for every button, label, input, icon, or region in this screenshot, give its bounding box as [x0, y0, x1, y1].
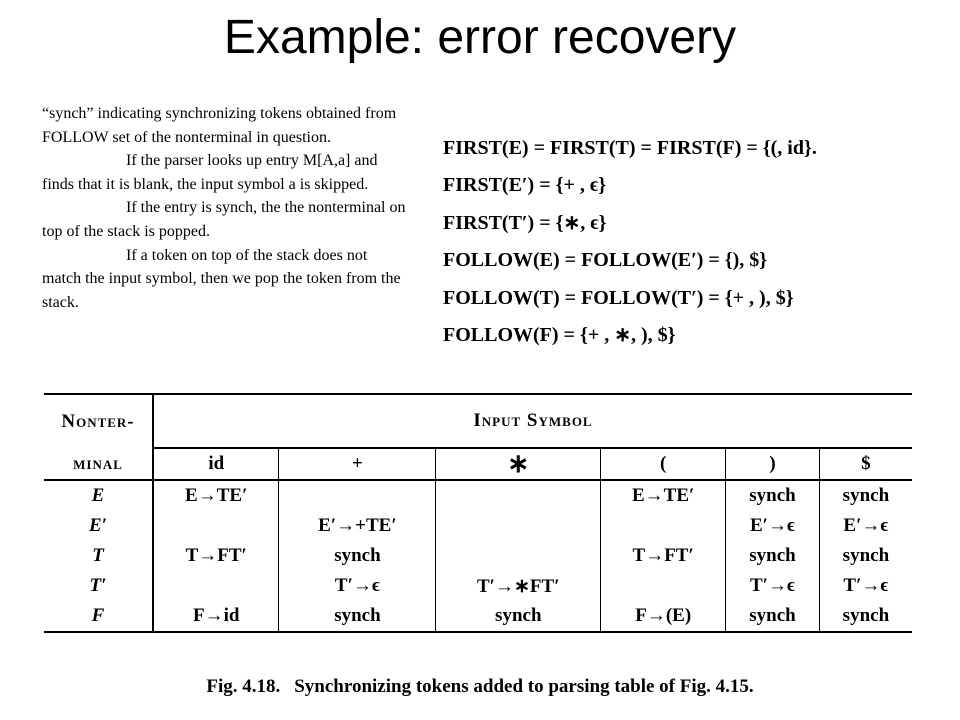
table-cell: [153, 511, 279, 541]
table-cell: synch: [819, 601, 912, 632]
table-cell: E→TE′: [601, 480, 726, 511]
column-header-rparen: ): [726, 448, 820, 480]
figure-caption: [0, 676, 960, 698]
table-row: [44, 601, 912, 632]
notes-text-block: [42, 102, 410, 314]
note-synch-definition: “synch” indicating synchronizing tokens obtained from FOLLOW set of the nonterminal in question.: [42, 105, 397, 146]
note-token-mismatch: If a token on top of the stack does not match the input symbol, then we pop the token from the stack.: [42, 246, 401, 311]
table-cell: T′→ϵ: [726, 571, 820, 601]
nonterminal-header-top: Nonter-: [44, 394, 153, 448]
follow-e-set: FOLLOW(E) = FOLLOW(E′) = {), $}: [443, 249, 768, 272]
first-follow-sets: [443, 130, 953, 354]
table-cell: [601, 571, 726, 601]
row-nonterminal: T: [44, 541, 153, 571]
first-tprime-set: FIRST(T′) = {∗, ϵ}: [443, 211, 607, 234]
table-cell: synch: [726, 601, 820, 632]
row-nonterminal: E: [44, 480, 153, 511]
column-header-id: id: [208, 453, 225, 474]
column-header-lparen: (: [601, 448, 726, 480]
table-cell: [436, 541, 601, 571]
table-cell: E→TE′: [185, 485, 248, 506]
slide-title: Example: error recovery: [223, 11, 737, 64]
table-row: [44, 541, 912, 571]
table-row: [44, 571, 912, 601]
table-cell: F→(E): [601, 601, 726, 632]
table-cell: synch: [279, 541, 436, 571]
note-synch-entry: If the entry is synch, the the nonterminal on top of the stack is popped.: [42, 199, 406, 240]
table-cell: [153, 571, 279, 601]
table-cell: [601, 511, 726, 541]
figure-number: Fig. 4.18.: [206, 676, 281, 697]
table-cell: E′→+TE′: [279, 511, 436, 541]
first-e-set: FIRST(E) = FIRST(T) = FIRST(F) = {(, id}.: [443, 137, 817, 159]
input-symbol-header: Input Symbol: [153, 394, 912, 448]
table-cell: T′→ϵ: [819, 571, 912, 601]
parsing-table: [44, 393, 914, 643]
table-cell: T→FT′: [185, 545, 247, 566]
table-cell: synch: [726, 541, 820, 571]
row-nonterminal: F: [44, 601, 153, 632]
table-cell: T′→∗FT′: [436, 571, 601, 601]
row-nonterminal: E′: [44, 511, 153, 541]
first-eprime-set: FIRST(E′) = {+ , ϵ}: [443, 174, 607, 197]
column-header-dollar: $: [819, 448, 912, 480]
table-cell: [279, 480, 436, 511]
table-cell: synch: [819, 541, 912, 571]
column-header-star: ∗: [436, 448, 601, 480]
table-cell: E′→ϵ: [726, 511, 820, 541]
note-blank-entry: If the parser looks up entry M[A,a] and finds that it is blank, the input symbol a is skipped.: [42, 152, 378, 193]
column-header-plus: +: [279, 448, 436, 480]
table-row: [44, 480, 912, 511]
table-cell: synch: [819, 480, 912, 511]
table-cell: synch: [726, 480, 820, 511]
table-cell: T→FT′: [601, 541, 726, 571]
follow-t-set: FOLLOW(T) = FOLLOW(T′) = {+ , ), $}: [443, 286, 794, 309]
nonterminal-header-bottom: minal: [44, 448, 153, 480]
table-cell: [436, 511, 601, 541]
table-cell: synch: [436, 601, 601, 632]
table-cell: [436, 480, 601, 511]
table-cell: T′→ϵ: [279, 571, 436, 601]
figure-caption-text: Synchronizing tokens added to parsing table of Fig. 4.15.: [294, 676, 754, 697]
follow-f-set: FOLLOW(F) = {+ , ∗, ), $}: [443, 323, 676, 346]
table-cell: synch: [279, 601, 436, 632]
table-cell: E′→ϵ: [819, 511, 912, 541]
table-row: [44, 511, 912, 541]
table-cell: F→id: [193, 605, 240, 626]
row-nonterminal: T′: [44, 571, 153, 601]
